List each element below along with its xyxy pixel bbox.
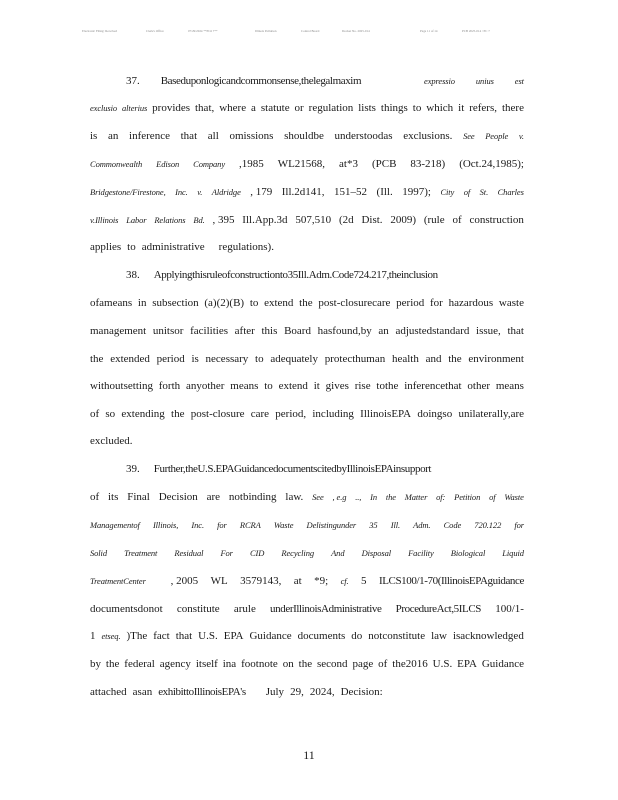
text-fragment: Treatment bbox=[124, 548, 158, 558]
text-fragment: Delistingunder bbox=[306, 520, 357, 530]
text-line bbox=[90, 488, 524, 506]
text-fragment: refers, bbox=[469, 102, 498, 114]
text-fragment: unius bbox=[475, 76, 494, 86]
text-fragment: the bbox=[90, 353, 104, 365]
text-fragment: there bbox=[501, 102, 524, 114]
text-fragment: of bbox=[463, 187, 471, 197]
text-line bbox=[90, 627, 524, 645]
text-fragment: 29, bbox=[290, 686, 304, 698]
text-fragment: 83-218) bbox=[410, 158, 446, 170]
text-fragment: do bbox=[351, 630, 363, 642]
text-fragment: omissions bbox=[229, 130, 274, 142]
text-fragment: attached bbox=[90, 686, 127, 698]
text-fragment: page bbox=[352, 658, 374, 670]
text-fragment: and bbox=[425, 353, 442, 365]
text-fragment: withoutsetting bbox=[90, 380, 153, 392]
text-fragment: ofameans bbox=[90, 297, 133, 309]
text-fragment: 720.122 bbox=[474, 520, 502, 530]
text-fragment: 1 bbox=[90, 630, 96, 642]
header-fragment: Control Board bbox=[301, 29, 320, 33]
text-fragment: adjustedstandard bbox=[395, 325, 470, 337]
header-fragment: Docket No. 2025-014 bbox=[342, 29, 370, 33]
text-fragment: inferencethat bbox=[404, 380, 462, 392]
text-fragment: tothe bbox=[376, 380, 399, 392]
text-fragment: See bbox=[463, 131, 475, 141]
text-fragment: exhibittoIllinoisEPA's bbox=[158, 686, 246, 698]
text-fragment: for bbox=[217, 520, 227, 530]
text-line bbox=[90, 238, 524, 256]
text-line bbox=[90, 155, 524, 173]
text-fragment: 3579143, bbox=[240, 575, 282, 587]
text-fragment: extending bbox=[121, 408, 165, 420]
text-fragment: Residual bbox=[174, 548, 204, 558]
text-fragment: v. bbox=[197, 187, 203, 197]
text-fragment: other bbox=[467, 380, 491, 392]
text-fragment: that, bbox=[195, 102, 215, 114]
text-fragment: at*3 bbox=[339, 158, 358, 170]
text-fragment: (PCB bbox=[371, 158, 397, 170]
text-fragment: v. bbox=[518, 131, 524, 141]
text-fragment: forth bbox=[158, 380, 181, 392]
text-fragment: Dist. bbox=[361, 214, 383, 226]
text-fragment: 2009) bbox=[390, 214, 417, 226]
text-fragment: an bbox=[378, 325, 389, 337]
text-fragment: ina bbox=[222, 658, 237, 670]
text-line bbox=[90, 683, 524, 701]
paragraph-number: 37. bbox=[126, 75, 140, 87]
text-fragment: Bridgestone/Firestone, bbox=[90, 187, 166, 197]
text-fragment: period bbox=[396, 297, 425, 309]
text-fragment: in bbox=[137, 297, 147, 309]
text-fragment: (a)(2)(B) bbox=[204, 297, 245, 309]
text-fragment: ILCS100/1-70(IllinoisEPAguidance bbox=[378, 575, 524, 587]
text-fragment: Code bbox=[443, 520, 462, 530]
text-fragment: 5 bbox=[361, 575, 367, 587]
text-fragment: it bbox=[458, 102, 465, 114]
text-fragment: of bbox=[489, 492, 496, 502]
text-fragment: IllinoisEPA bbox=[360, 408, 412, 420]
paragraph-number: 39. bbox=[126, 463, 140, 475]
text-fragment: EPA bbox=[457, 658, 477, 670]
text-fragment: v.Illinois bbox=[90, 215, 119, 225]
text-fragment: Board bbox=[284, 325, 311, 337]
text-line bbox=[90, 322, 524, 340]
text-fragment: is bbox=[191, 353, 199, 365]
text-fragment: (Ill. bbox=[376, 186, 393, 198]
text-fragment: the bbox=[448, 353, 462, 365]
text-fragment: all bbox=[207, 130, 219, 142]
text-line bbox=[90, 294, 524, 312]
text-fragment: TreatmentCenter bbox=[90, 576, 146, 586]
text-fragment: extended bbox=[110, 353, 150, 365]
text-fragment: federal bbox=[124, 658, 155, 670]
text-fragment: Facility bbox=[408, 548, 434, 558]
text-fragment: for bbox=[514, 520, 524, 530]
text-fragment: law bbox=[431, 630, 447, 642]
text-fragment: July bbox=[265, 686, 285, 698]
text-fragment: (rule bbox=[423, 214, 445, 226]
text-fragment: Inc. bbox=[191, 520, 204, 530]
text-fragment: Liquid bbox=[502, 548, 524, 558]
text-fragment: this bbox=[261, 325, 278, 337]
text-fragment: , e.g bbox=[332, 492, 347, 502]
text-fragment: exclusio bbox=[90, 103, 118, 113]
text-fragment: the bbox=[299, 297, 313, 309]
header-fragment: Illinois Pollution bbox=[255, 29, 277, 33]
text-fragment: the2016 bbox=[392, 658, 428, 670]
text-fragment: of bbox=[90, 408, 100, 420]
text-fragment: notconstitute bbox=[368, 630, 426, 642]
text-line bbox=[90, 377, 524, 395]
text-fragment: health bbox=[391, 353, 419, 365]
text-fragment: 2024, bbox=[309, 686, 335, 698]
text-fragment: to bbox=[412, 102, 422, 114]
text-line bbox=[126, 266, 524, 284]
text-fragment: Matter bbox=[404, 492, 428, 502]
text-fragment: Waste bbox=[273, 520, 294, 530]
text-line bbox=[90, 183, 524, 201]
text-fragment: Relations bbox=[154, 215, 186, 225]
text-fragment: In bbox=[370, 492, 377, 502]
text-fragment: notbinding bbox=[228, 491, 277, 503]
text-fragment: the bbox=[171, 408, 185, 420]
text-fragment: means bbox=[230, 380, 259, 392]
text-fragment: regulations). bbox=[218, 241, 274, 253]
text-fragment: or bbox=[294, 102, 304, 114]
text-fragment: subsection bbox=[152, 297, 199, 309]
text-fragment: Managementof bbox=[90, 520, 140, 530]
text-fragment: CID bbox=[249, 548, 265, 558]
text-fragment: Adm. bbox=[413, 520, 431, 530]
text-fragment: to bbox=[255, 353, 264, 365]
text-fragment: is bbox=[90, 130, 98, 142]
text-fragment: which bbox=[426, 102, 454, 114]
text-fragment: to bbox=[249, 297, 259, 309]
text-fragment: cf. bbox=[340, 576, 349, 586]
text-fragment: doingso bbox=[417, 408, 453, 420]
text-fragment: Ill. bbox=[390, 520, 401, 530]
text-fragment: est bbox=[514, 76, 524, 86]
text-fragment: documentsdonot bbox=[90, 603, 163, 615]
text-fragment: it bbox=[313, 380, 320, 392]
text-fragment: hasfound,by bbox=[317, 325, 372, 337]
text-fragment: by bbox=[90, 658, 101, 670]
text-fragment: WL21568, bbox=[277, 158, 326, 170]
text-fragment: 35 bbox=[369, 520, 378, 530]
text-fragment: (Oct.24,1985); bbox=[459, 158, 524, 170]
text-fragment: unitsor bbox=[152, 325, 184, 337]
text-fragment: Final bbox=[127, 491, 150, 503]
text-fragment: *9; bbox=[314, 575, 329, 587]
text-fragment: ,1985 bbox=[238, 158, 264, 170]
text-line bbox=[90, 572, 524, 590]
text-fragment: that bbox=[180, 130, 198, 142]
text-line bbox=[90, 405, 524, 423]
text-fragment: unilaterally,are bbox=[458, 408, 524, 420]
text-fragment: , 395 bbox=[212, 214, 235, 226]
text-fragment: provides bbox=[152, 102, 191, 114]
text-fragment: .., bbox=[355, 492, 362, 502]
text-fragment: extend bbox=[278, 380, 308, 392]
text-line bbox=[90, 350, 524, 368]
text-fragment: See bbox=[312, 492, 324, 502]
text-fragment: EPA bbox=[223, 630, 244, 642]
text-fragment: an bbox=[108, 130, 119, 142]
text-fragment: Waste bbox=[504, 492, 524, 502]
text-fragment: 100/1- bbox=[495, 603, 524, 615]
text-fragment: on bbox=[282, 658, 294, 670]
text-fragment: itself bbox=[195, 658, 218, 670]
text-fragment: alterius bbox=[122, 103, 148, 113]
text-fragment: Petition bbox=[454, 492, 481, 502]
text-fragment: Disposal bbox=[361, 548, 391, 558]
text-fragment: agency bbox=[159, 658, 191, 670]
text-fragment: to bbox=[127, 241, 136, 253]
text-fragment: Applyingthisruleofconstructionto35Ill.Adm.Code724.217,theinclusion bbox=[153, 269, 438, 281]
text-fragment: footnote bbox=[241, 658, 278, 670]
text-fragment: documents bbox=[297, 630, 346, 642]
text-fragment: a bbox=[251, 102, 256, 114]
text-fragment: that bbox=[507, 325, 524, 337]
text-fragment: constitute bbox=[176, 603, 220, 615]
text-fragment: And bbox=[331, 548, 345, 558]
text-fragment: fact bbox=[153, 630, 170, 642]
text-fragment: 1997); bbox=[402, 186, 431, 198]
text-line bbox=[90, 655, 524, 673]
header-fragment: PCB 2025-014 / PC 7 bbox=[462, 29, 490, 33]
text-fragment: lists bbox=[358, 102, 376, 114]
text-fragment: Decision bbox=[158, 491, 198, 503]
text-fragment: Guidance bbox=[249, 630, 292, 642]
text-fragment: rise bbox=[354, 380, 371, 392]
text-fragment: Solid bbox=[90, 548, 107, 558]
text-fragment: shouldbe bbox=[284, 130, 324, 142]
text-fragment: post-closurecare bbox=[318, 297, 391, 309]
text-fragment: City bbox=[440, 187, 455, 197]
text-fragment: isacknowledged bbox=[452, 630, 524, 642]
text-line bbox=[90, 600, 524, 618]
text-fragment: Commonwealth bbox=[90, 159, 143, 169]
text-fragment: (2d bbox=[338, 214, 354, 226]
text-fragment: of bbox=[378, 658, 388, 670]
text-line bbox=[90, 544, 524, 562]
text-fragment: St. bbox=[479, 187, 489, 197]
text-fragment: the bbox=[298, 658, 313, 670]
text-fragment: its bbox=[108, 491, 119, 503]
text-line bbox=[90, 432, 524, 450]
text-fragment: , 179 bbox=[250, 186, 273, 198]
text-fragment: RCRA bbox=[239, 520, 261, 530]
text-fragment: law. bbox=[285, 491, 304, 503]
text-fragment: 507,510 bbox=[295, 214, 332, 226]
text-fragment: waste bbox=[498, 297, 524, 309]
text-fragment: Biological bbox=[450, 548, 486, 558]
text-fragment: the bbox=[105, 658, 120, 670]
text-fragment: of: bbox=[436, 492, 446, 502]
text-line bbox=[90, 516, 524, 534]
text-fragment: ProcedureAct,5ILCS bbox=[395, 603, 482, 615]
text-fragment: U.S. bbox=[198, 630, 218, 642]
text-fragment: Ill.2d141, bbox=[281, 186, 325, 198]
text-fragment: Labor bbox=[126, 215, 147, 225]
text-fragment: WL bbox=[210, 575, 228, 587]
text-fragment: adequately bbox=[270, 353, 318, 365]
text-fragment: underIllinoisAdministrative bbox=[270, 603, 382, 615]
text-line bbox=[90, 127, 524, 145]
text-fragment: arule bbox=[233, 603, 256, 615]
text-fragment: issue, bbox=[476, 325, 501, 337]
text-fragment: Ill.App.3d bbox=[242, 214, 288, 226]
text-fragment: at bbox=[293, 575, 302, 587]
text-fragment: period bbox=[156, 353, 185, 365]
header-fragment: Electronic Filing: Received bbox=[82, 29, 118, 33]
text-fragment: asan bbox=[132, 686, 153, 698]
text-fragment: things bbox=[380, 102, 408, 114]
text-fragment: administrative bbox=[141, 241, 205, 253]
header-fragment: Page 11 of 14 bbox=[420, 29, 438, 33]
text-fragment: inference bbox=[129, 130, 170, 142]
text-fragment: of bbox=[90, 491, 100, 503]
text-fragment: that bbox=[175, 630, 193, 642]
paragraph-number: 38. bbox=[126, 269, 140, 281]
text-fragment: protecthuman bbox=[324, 353, 386, 365]
text-fragment: expressio bbox=[424, 76, 455, 86]
text-fragment: exclusions. bbox=[403, 130, 453, 142]
text-fragment: gives bbox=[325, 380, 349, 392]
text-fragment: necessary bbox=[205, 353, 249, 365]
text-fragment: Further,theU.S.EPAGuidancedocumentscitedbyIllinoisEPAinsupport bbox=[153, 463, 432, 475]
text-fragment: excluded. bbox=[90, 435, 133, 447]
filing-stamp-header bbox=[82, 29, 522, 37]
text-fragment: the bbox=[385, 492, 396, 502]
text-fragment: Charles bbox=[497, 187, 524, 197]
text-line bbox=[126, 72, 524, 90]
text-fragment: after bbox=[234, 325, 255, 337]
text-fragment: U.S. bbox=[432, 658, 453, 670]
text-fragment: Guidance bbox=[481, 658, 524, 670]
text-fragment: applies bbox=[90, 241, 122, 253]
text-line bbox=[90, 99, 524, 117]
text-fragment: For bbox=[220, 548, 233, 558]
text-fragment: including bbox=[312, 408, 354, 420]
text-fragment: means bbox=[495, 380, 524, 392]
text-fragment: Baseduponlogicandcommonsense,thelegalmaxim bbox=[160, 75, 362, 87]
text-fragment: post-closure bbox=[190, 408, 245, 420]
header-fragment: 07/29/2024 **PC# 7** bbox=[188, 29, 218, 33]
text-fragment: to bbox=[264, 380, 273, 392]
text-fragment: construction bbox=[469, 214, 524, 226]
text-fragment: Inc. bbox=[175, 187, 188, 197]
text-fragment: )The bbox=[126, 630, 148, 642]
text-fragment: etseq. bbox=[101, 631, 121, 641]
text-fragment: of bbox=[452, 214, 462, 226]
text-fragment: where bbox=[219, 102, 247, 114]
text-fragment: Aldridge bbox=[211, 187, 241, 197]
text-fragment: period, bbox=[275, 408, 307, 420]
text-fragment: care bbox=[250, 408, 270, 420]
text-fragment: 151–52 bbox=[334, 186, 368, 198]
text-fragment: extend bbox=[264, 297, 294, 309]
text-fragment: facilities bbox=[190, 325, 228, 337]
text-fragment: management bbox=[90, 325, 147, 337]
text-fragment: Recycling bbox=[281, 548, 314, 558]
text-fragment: Company bbox=[193, 159, 226, 169]
text-fragment: regulation bbox=[308, 102, 354, 114]
text-fragment: Bd. bbox=[193, 215, 205, 225]
text-fragment: are bbox=[206, 491, 221, 503]
text-line bbox=[90, 211, 524, 229]
text-fragment: understoodas bbox=[334, 130, 393, 142]
text-fragment: Edison bbox=[156, 159, 180, 169]
page-number: 11 bbox=[303, 748, 315, 762]
text-fragment: for bbox=[430, 297, 443, 309]
text-fragment: second bbox=[317, 658, 348, 670]
header-fragment: Clerk's Office bbox=[146, 29, 164, 33]
text-fragment: hazardous bbox=[448, 297, 494, 309]
text-fragment: People bbox=[485, 131, 509, 141]
text-fragment: Decision: bbox=[340, 686, 383, 698]
text-fragment: statute bbox=[260, 102, 290, 114]
text-fragment: , 2005 bbox=[170, 575, 199, 587]
text-fragment: anyother bbox=[185, 380, 225, 392]
text-line bbox=[126, 460, 524, 478]
text-fragment: so bbox=[105, 408, 116, 420]
text-fragment: environment bbox=[468, 353, 524, 365]
text-fragment: Illinois, bbox=[152, 520, 179, 530]
